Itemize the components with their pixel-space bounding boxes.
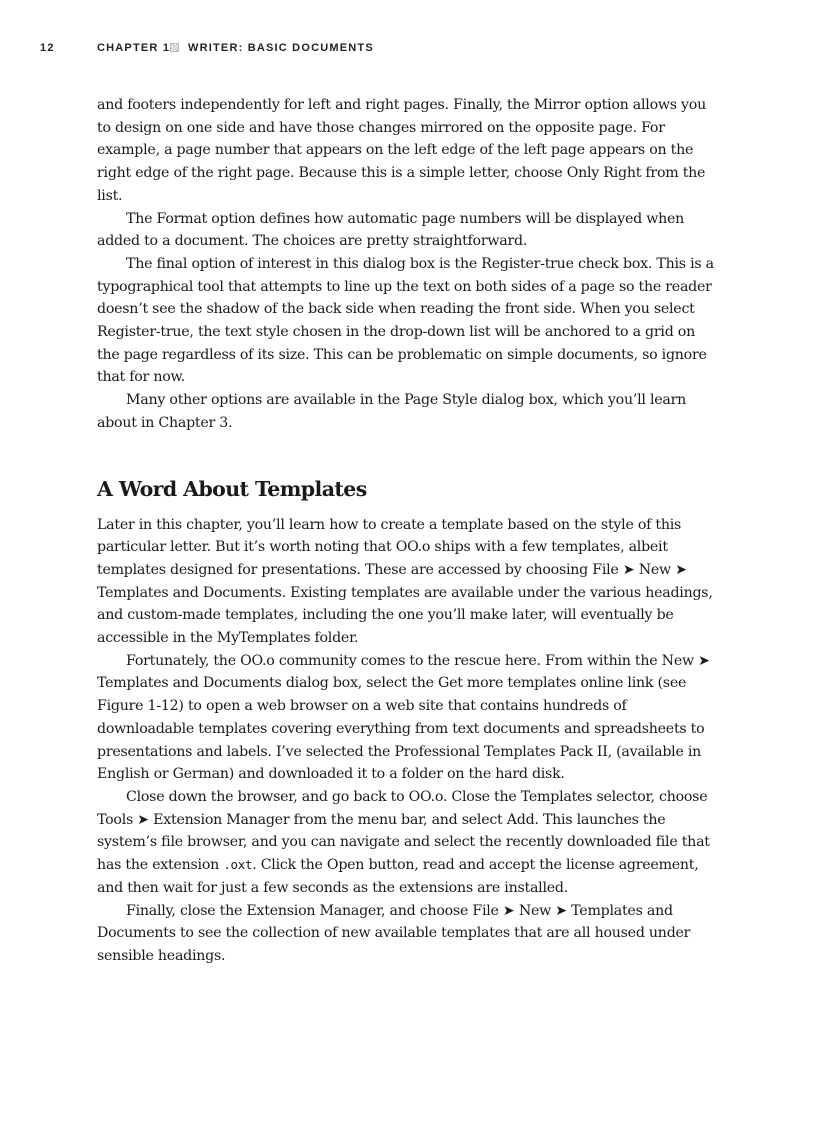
page-body xyxy=(97,94,719,968)
chapter-title: WRITER: BASIC DOCUMENTS xyxy=(188,42,374,54)
paragraph-format-option: The Format option defines how automatic page numbers will be displayed when added to a document. The choices are pretty straightforward. xyxy=(97,210,685,250)
file-extension-code: .oxt xyxy=(223,857,253,873)
paragraph-mirror-option: and footers independently for left and right pages. Finally, the Mirror option allows you to design on one side and have those changes mirrored on the opposite page. For example, a page number that appears on the left edge of the left page appears on the right edge of the right page. Because this is a simple letter, choose Only Right from the list. xyxy=(97,97,706,204)
section-heading: A Word About Templates xyxy=(97,476,367,501)
extension-manager-text-start: Close down the browser, and go back to OO.o. Close the Templates selector, choose Tools ➤ Extension Manager from the menu bar, and select Add. This launches the system’s file browser, and you can navigate and select the recently downloaded file that has the extension xyxy=(97,788,710,874)
paragraph-page-style-options: Many other options are available in the Page Style dialog box, which you’ll learn about in Chapter 3. xyxy=(97,392,687,431)
paragraph-community-templates: Fortunately, the OO.o community comes to the rescue here. From within the New ➤ Templates and Documents dialog box, select the Get more templates online link (see Figure 1-12) to open a web browser on a web site that contains hundreds of downloadable templates covering everything from text documents and spreadsheets to presentations and labels. I’ve selected the Professional Templates Pack II, (available in English or German) and downloaded it to a folder on the hard disk. xyxy=(97,652,710,783)
paragraph-new-templates: Finally, close the Extension Manager, and choose File ➤ New ➤ Templates and Documents to see the collection of new available templates that are all housed under sensible headings. xyxy=(97,902,691,964)
extension-manager-text-end: . Click the Open button, read and accept the license agreement, and then wait for just a few seconds as the extensions are installed. xyxy=(97,857,699,896)
paragraph-register-true: The final option of interest in this dialog box is the Register-true check box. This is a typographical tool that attempts to line up the text on both sides of a page so the reader doesn’t see the shadow of the back side when reading the front side. When you select Register-true, the text style chosen in the drop-down list will be anchored to a grid on the page regardless of its size. This can be problematic on simple documents, so ignore that for now. xyxy=(97,255,714,386)
page-number: 12 xyxy=(40,42,55,54)
paragraph-extension-manager xyxy=(97,786,719,900)
paragraph-templates-intro: Later in this chapter, you’ll learn how to create a template based on the style of this particular letter. But it’s worth noting that OO.o ships with a few templates, albeit templates designed for presentations. These are accessed by choosing File ➤ New ➤ Templates and Documents. Existing templates are available under the various headings, and custom-made templates, including the one you’ll make later, will eventually be accessible in the MyTemplates folder. xyxy=(97,516,713,647)
separator-square-icon xyxy=(170,43,179,52)
chapter-label: CHAPTER 1 xyxy=(97,42,171,54)
